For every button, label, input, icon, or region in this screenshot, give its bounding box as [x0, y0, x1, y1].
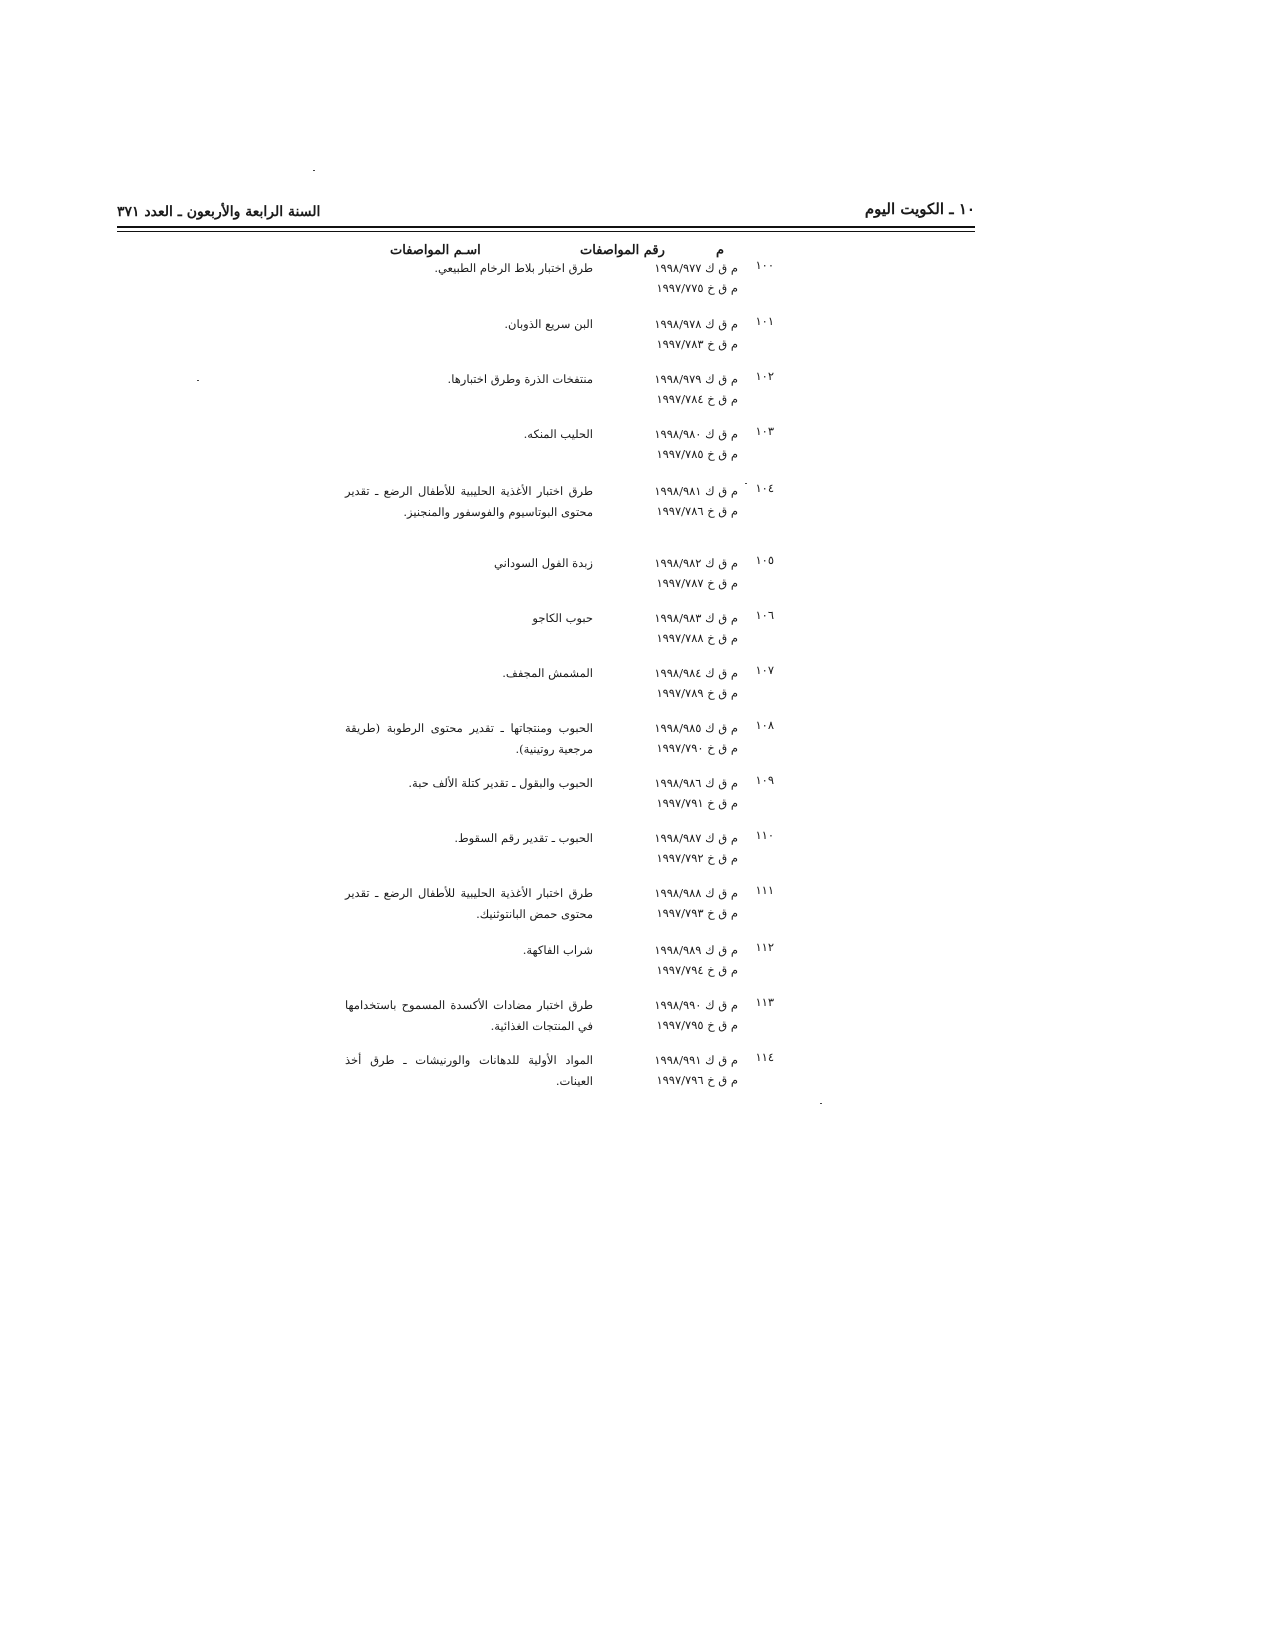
standard-code	[610, 663, 738, 703]
standard-name: شراب الفاكهة.	[522, 943, 593, 957]
page-title: ١٠ ـ الكويت اليوم	[864, 200, 975, 218]
row-number: ١١٤	[755, 1050, 774, 1064]
code-kuwait: م ق ك ١٩٩٨/٩٧٩	[654, 372, 738, 386]
header-rule-thin	[117, 231, 975, 232]
row-number: ١٠٨	[755, 718, 774, 732]
code-kuwait: م ق ك ١٩٩٨/٩٨٨	[654, 886, 738, 900]
standard-code	[610, 608, 738, 648]
code-gulf: م ق خ ١٩٩٧/٧٨٨	[656, 631, 738, 645]
code-kuwait: م ق ك ١٩٩٨/٩٨٩	[654, 943, 738, 957]
code-kuwait: م ق ك ١٩٩٨/٩٨٥	[654, 721, 738, 735]
code-gulf: م ق خ ١٩٩٧/٧٨٧	[656, 576, 738, 590]
code-gulf: م ق خ ١٩٩٧/٧٨٦	[656, 504, 738, 518]
row-number: ١٠٩	[755, 773, 774, 787]
code-gulf: م ق خ ١٩٩٧/٧٨٣	[656, 337, 738, 351]
row-number: ١٠٢	[755, 369, 774, 383]
scan-speck	[313, 170, 315, 171]
code-kuwait: م ق ك ١٩٩٨/٩٨٧	[654, 831, 738, 845]
row-number: ١١٠	[755, 828, 774, 842]
code-gulf: م ق خ ١٩٩٧/٧٧٥	[656, 281, 738, 295]
code-gulf: م ق خ ١٩٩٧/٧٨٩	[656, 686, 738, 700]
standard-code	[610, 258, 738, 298]
code-gulf: م ق خ ١٩٩٧/٧٩٢	[656, 851, 738, 865]
standard-code	[610, 828, 738, 868]
standard-name: طرق اختبار مضادات الأكسدة المسموح باستخدامها في المنتجات الغذائية.	[345, 998, 593, 1033]
standard-code	[610, 883, 738, 923]
row-number: ١٠٦	[755, 608, 774, 622]
row-number: ١٠٧	[755, 663, 774, 677]
standard-name: الحبوب والبقول ـ تقدير كتلة الألف حبة.	[408, 776, 593, 790]
standard-name: الحبوب ومنتجاتها ـ تقدير محتوى الرطوبة (طريقة مرجعية روتينية).	[345, 721, 593, 756]
code-gulf: م ق خ ١٩٩٧/٧٩٥	[656, 1018, 738, 1032]
row-number: ١١٢	[755, 940, 774, 954]
issue-info: السنة الرابعة والأربعون ـ العدد ٣٧١	[117, 204, 321, 220]
code-kuwait: م ق ك ١٩٩٨/٩٩١	[654, 1053, 738, 1067]
standard-name: طرق اختبار الأغذية الحليبية للأطفال الرضع ـ تقدير محتوى حمض البانتوثنيك.	[345, 886, 593, 921]
code-kuwait: م ق ك ١٩٩٨/٩٧٧	[654, 261, 738, 275]
standard-code	[610, 369, 738, 409]
row-number: ١٠٣	[755, 424, 774, 438]
standard-code	[610, 1050, 738, 1090]
page-header	[117, 200, 975, 226]
column-header-index: م	[716, 243, 725, 258]
scan-speck	[197, 380, 199, 381]
scan-speck	[820, 1103, 822, 1104]
standard-name: حبوب الكاجو	[532, 611, 593, 625]
standard-name: طرق اختبار الأغذية الحليبية للأطفال الرضع ـ تقدير محتوى البوتاسيوم والفوسفور والمنجنيز.	[345, 484, 593, 519]
code-kuwait: م ق ك ١٩٩٨/٩٩٠	[654, 998, 738, 1012]
column-header-code: رقم المواصفات	[580, 243, 665, 258]
standard-code	[610, 773, 738, 813]
code-kuwait: م ق ك ١٩٩٨/٩٨٠	[654, 427, 738, 441]
code-gulf: م ق خ ١٩٩٧/٧٨٥	[656, 447, 738, 461]
standard-name: الحبوب ـ تقدير رقم السقوط.	[454, 831, 593, 845]
row-number: ١٠٥	[755, 553, 774, 567]
standard-name: منتفخات الذرة وطرق اختبارها.	[447, 372, 593, 386]
code-kuwait: م ق ك ١٩٩٨/٩٨٦	[654, 776, 738, 790]
standard-code	[610, 940, 738, 980]
row-number: ١١٣	[755, 995, 774, 1009]
standard-name: البن سريع الذوبان.	[504, 317, 593, 331]
standard-code	[610, 314, 738, 354]
standard-code	[610, 481, 738, 521]
code-kuwait: م ق ك ١٩٩٨/٩٨١	[654, 484, 738, 498]
code-gulf: م ق خ ١٩٩٧/٧٩٠	[656, 741, 738, 755]
row-number: ١١١	[755, 883, 774, 897]
row-number: ١٠٤	[755, 481, 774, 495]
row-number: ١٠١	[755, 314, 774, 328]
header-rule	[117, 226, 975, 228]
standard-code	[610, 995, 738, 1035]
standard-code	[610, 424, 738, 464]
code-gulf: م ق خ ١٩٩٧/٧٩٤	[656, 963, 738, 977]
code-gulf: م ق خ ١٩٩٧/٧٩١	[656, 796, 738, 810]
code-gulf: م ق خ ١٩٩٧/٧٩٣	[656, 906, 738, 920]
column-header-name: اسـم المواصفات	[390, 243, 481, 258]
code-gulf: م ق خ ١٩٩٧/٧٩٦	[656, 1073, 738, 1087]
code-gulf: م ق خ ١٩٩٧/٧٨٤	[656, 392, 738, 406]
standard-code	[610, 718, 738, 758]
standard-name: المواد الأولية للدهانات والورنيشات ـ طرق أخذ العينات.	[345, 1053, 593, 1088]
code-kuwait: م ق ك ١٩٩٨/٩٨٢	[654, 556, 738, 570]
standard-name: زبدة الفول السوداني	[494, 556, 593, 570]
standard-code	[610, 553, 738, 593]
code-kuwait: م ق ك ١٩٩٨/٩٧٨	[654, 317, 738, 331]
row-number: ١٠٠	[755, 258, 774, 272]
standard-name: المشمش المجفف.	[502, 666, 593, 680]
code-kuwait: م ق ك ١٩٩٨/٩٨٣	[654, 611, 738, 625]
code-kuwait: م ق ك ١٩٩٨/٩٨٤	[654, 666, 738, 680]
standard-name: الحليب المنكه.	[523, 427, 593, 441]
standard-name: طرق اختبار بلاط الرخام الطبيعي.	[434, 261, 593, 275]
